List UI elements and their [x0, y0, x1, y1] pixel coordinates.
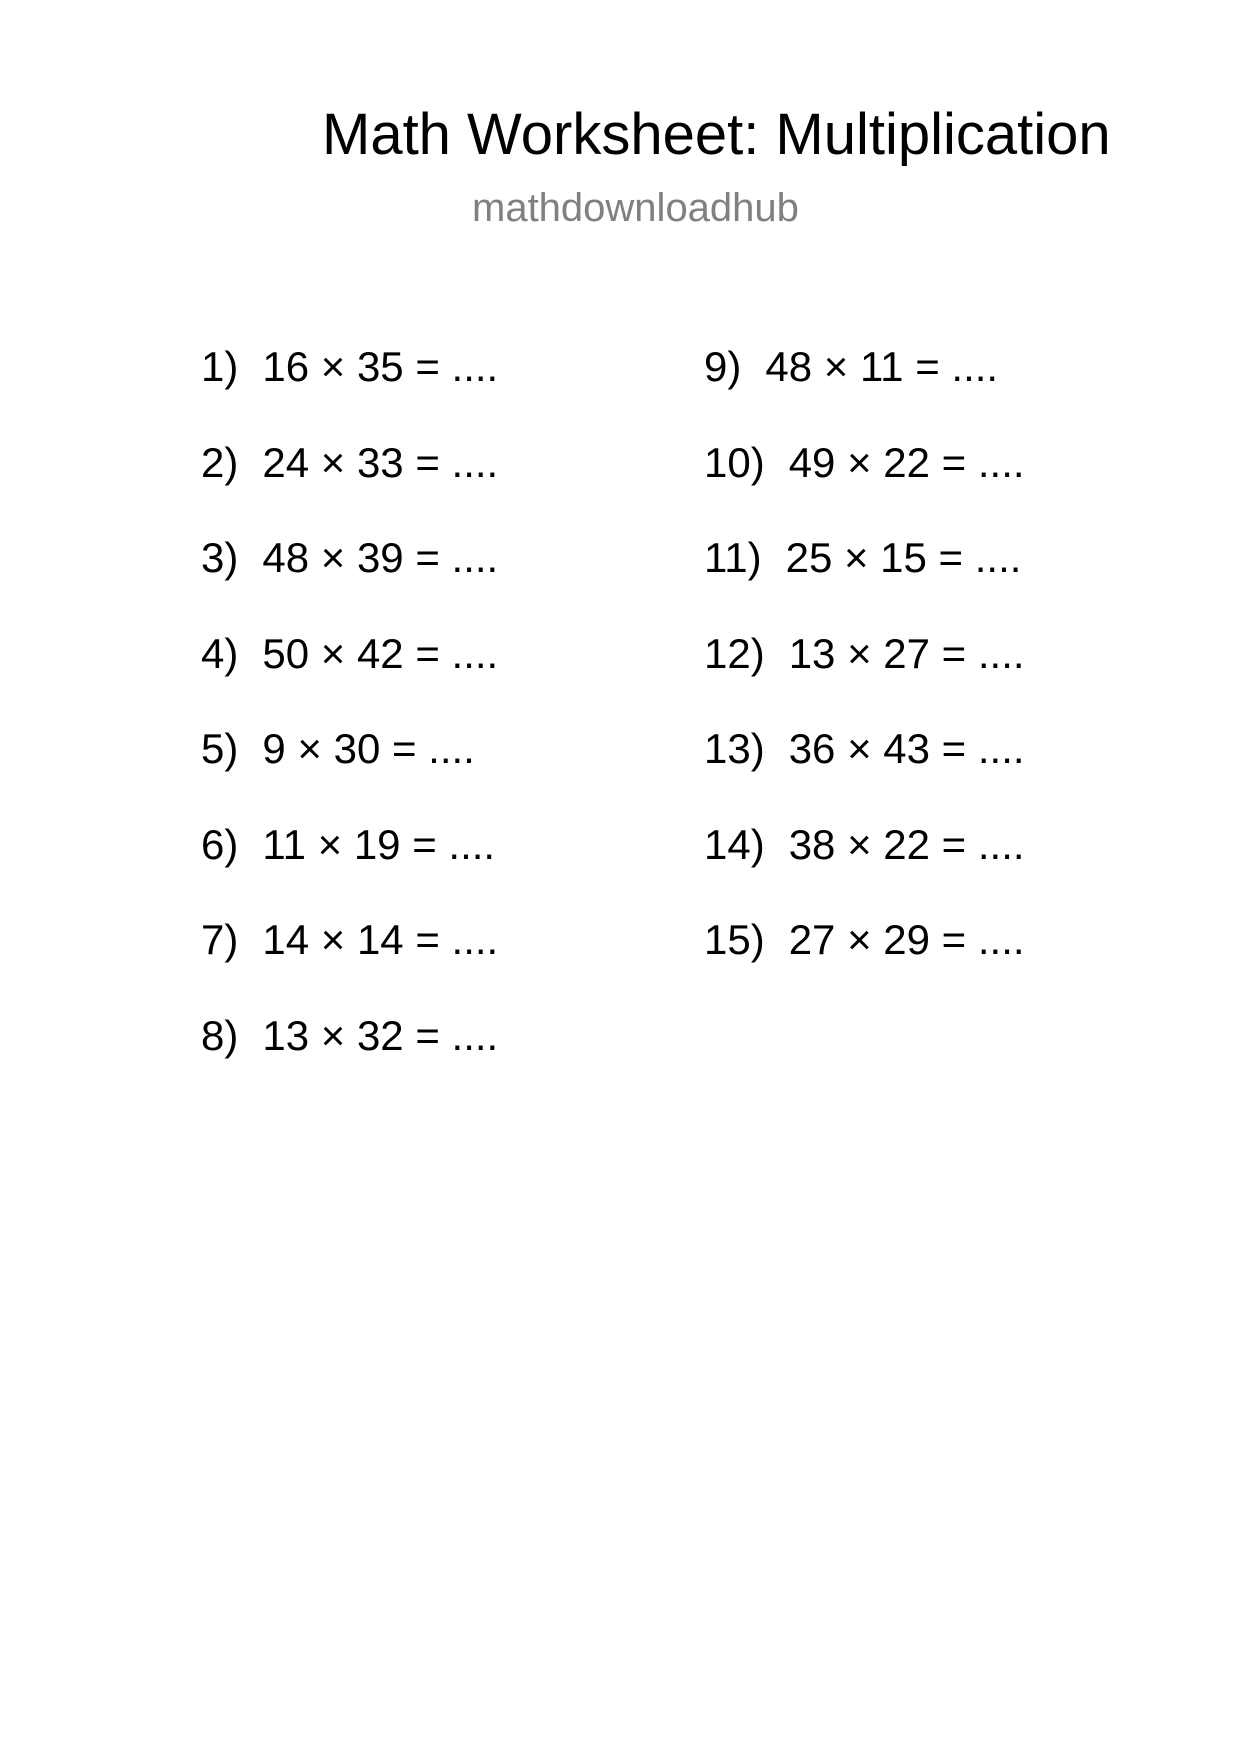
problem-expression: 49 × 22 = .... — [788, 438, 1025, 486]
problem-expression: 48 × 11 = .... — [765, 343, 999, 390]
problems-right-column — [704, 337, 1025, 1006]
problem-expression: 48 × 39 = .... — [262, 534, 499, 581]
problem-number: 5) — [201, 725, 239, 772]
problem-expression: 27 × 29 = .... — [788, 916, 1025, 963]
problem-item — [201, 337, 498, 433]
problem-expression: 25 × 15 = .... — [785, 534, 1022, 581]
problem-item — [704, 815, 1025, 911]
problem-expression: 14 × 14 = .... — [262, 916, 499, 963]
problem-expression: 9 × 30 = .... — [262, 725, 475, 772]
problem-expression: 24 × 33 = .... — [262, 438, 499, 486]
problem-number: 4) — [201, 629, 239, 677]
page-title: Math Worksheet: Multiplication — [322, 102, 1111, 167]
problem-item — [704, 433, 1025, 529]
problem-expression: 38 × 22 = .... — [788, 820, 1025, 868]
problem-expression: 11 × 19 = .... — [262, 820, 496, 868]
problem-number: 13) — [704, 725, 765, 772]
problem-item — [201, 910, 498, 1006]
problem-item — [201, 815, 498, 911]
problem-item — [704, 337, 1025, 433]
problem-number: 8) — [201, 1011, 239, 1059]
problem-number: 7) — [201, 916, 239, 963]
problem-item — [201, 433, 498, 529]
problem-item — [201, 624, 498, 720]
problem-expression: 16 × 35 = .... — [262, 343, 499, 390]
problem-expression: 50 × 42 = .... — [262, 629, 499, 677]
problem-number: 2) — [201, 438, 239, 486]
problem-item — [201, 528, 498, 624]
problem-item — [704, 719, 1025, 815]
problem-expression: 36 × 43 = .... — [788, 725, 1025, 772]
problem-expression: 13 × 32 = .... — [262, 1011, 499, 1059]
problem-number: 1) — [201, 343, 239, 390]
problem-number: 9) — [704, 343, 742, 390]
problem-number: 14) — [704, 820, 765, 868]
problem-number: 11) — [704, 534, 762, 581]
problem-number: 12) — [704, 629, 765, 677]
problem-number: 3) — [201, 534, 239, 581]
problem-number: 6) — [201, 820, 239, 868]
problem-item — [704, 910, 1025, 1006]
problem-number: 15) — [704, 916, 765, 963]
problems-left-column — [201, 337, 498, 1101]
problem-number: 10) — [704, 438, 765, 486]
problem-expression: 13 × 27 = .... — [788, 629, 1025, 677]
page-subtitle: mathdownloadhub — [472, 186, 799, 230]
problem-item — [704, 528, 1025, 624]
problem-item — [201, 1006, 498, 1102]
problem-item — [201, 719, 498, 815]
problem-item — [704, 624, 1025, 720]
